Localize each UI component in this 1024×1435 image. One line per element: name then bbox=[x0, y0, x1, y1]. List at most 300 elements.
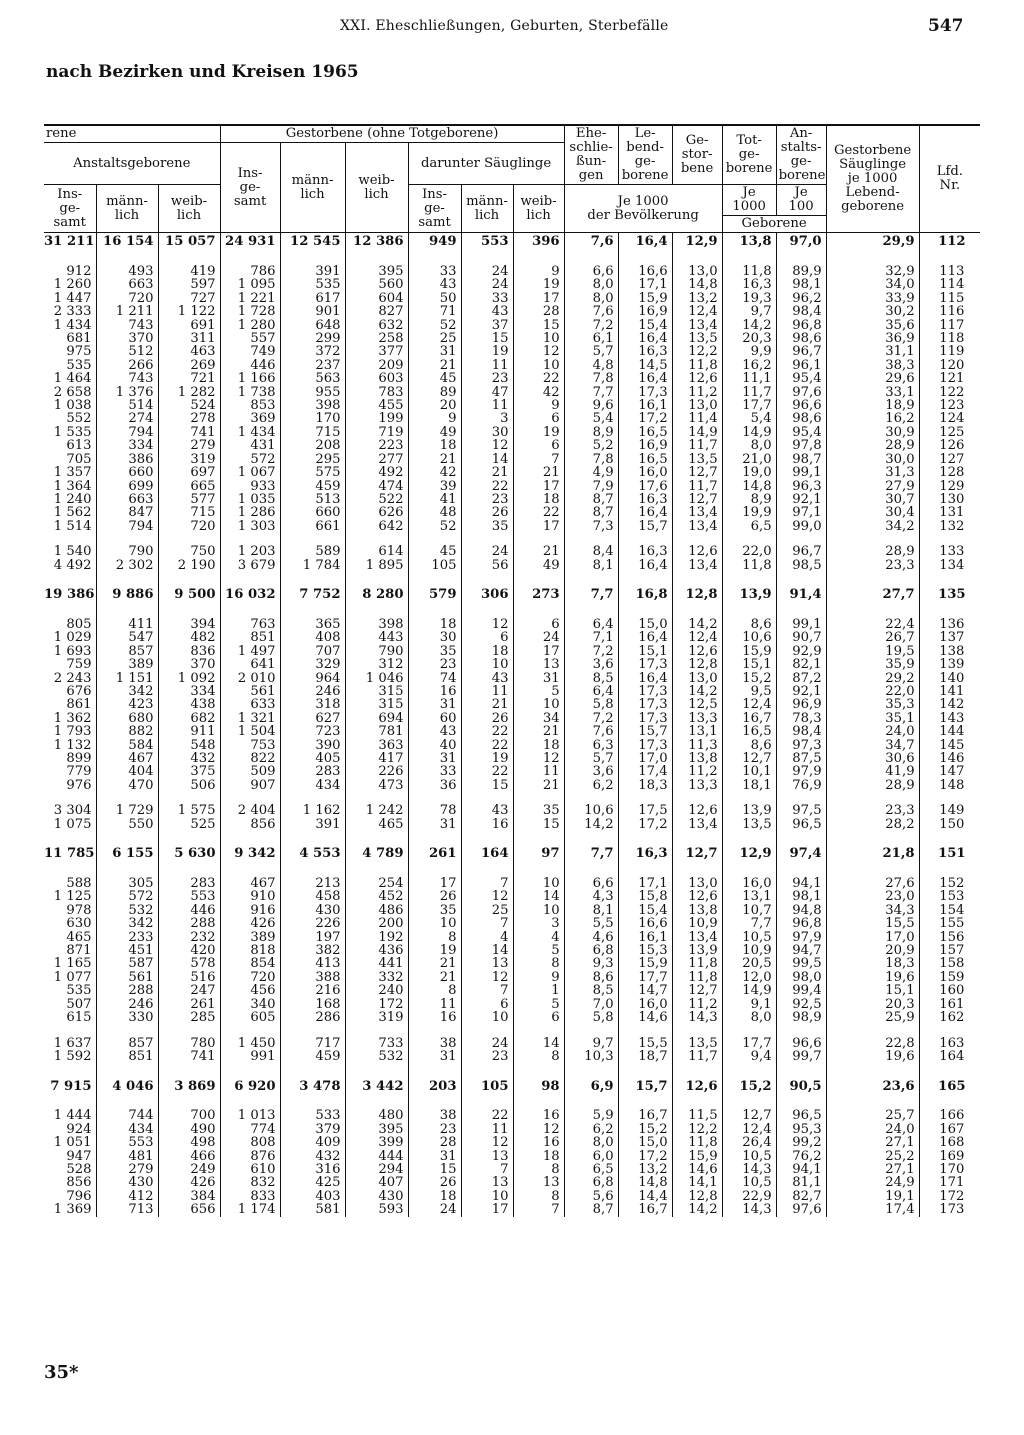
table-cell: 16,1 bbox=[618, 399, 672, 412]
table-cell: 4,8 bbox=[564, 359, 618, 372]
table-cell: 2 302 bbox=[96, 559, 158, 572]
header-je1000-bevoelkerung: Je 1000 der Bevölkerung bbox=[564, 185, 722, 233]
table-cell: 16 bbox=[408, 685, 461, 698]
table-cell: 382 bbox=[280, 944, 345, 957]
table-cell: 60 bbox=[408, 712, 461, 725]
spacer-cell bbox=[408, 1025, 461, 1037]
spacer-cell bbox=[461, 1025, 513, 1037]
spacer-cell bbox=[618, 604, 672, 618]
table-cell: 882 bbox=[96, 725, 158, 738]
table-cell: 19,3 bbox=[722, 292, 776, 305]
row-number-cell: 137 bbox=[919, 631, 980, 644]
table-cell: 1 013 bbox=[220, 1109, 280, 1122]
table-cell: 11,7 bbox=[722, 386, 776, 399]
table-cell: 404 bbox=[96, 765, 158, 778]
table-cell: 458 bbox=[280, 890, 345, 903]
table-cell: 603 bbox=[345, 372, 408, 385]
table-cell: 910 bbox=[220, 890, 280, 903]
row-number-cell: 154 bbox=[919, 904, 980, 917]
table-cell: 2 243 bbox=[44, 672, 96, 685]
table-cell: 11,2 bbox=[672, 998, 722, 1011]
table-cell: 18 bbox=[513, 1150, 564, 1163]
table-cell: 661 bbox=[280, 520, 345, 533]
spacer-cell bbox=[564, 1063, 618, 1077]
table-cell: 35,1 bbox=[826, 712, 919, 725]
table-cell: 8,0 bbox=[564, 278, 618, 291]
table-cell: 36 bbox=[408, 779, 461, 792]
table-cell: 17,3 bbox=[618, 712, 672, 725]
table-cell: 19 bbox=[513, 278, 564, 291]
table-cell: 438 bbox=[158, 698, 220, 711]
spacer-cell bbox=[44, 1095, 96, 1109]
spacer-cell bbox=[776, 1095, 826, 1109]
table-cell: 589 bbox=[280, 545, 345, 558]
table-cell: 15,9 bbox=[722, 645, 776, 658]
header-gest-maennlich: männ- lich bbox=[280, 143, 345, 233]
table-cell: 1 125 bbox=[44, 890, 96, 903]
table-row bbox=[44, 480, 980, 493]
table-cell: 7,6 bbox=[564, 233, 618, 252]
table-cell: 96,6 bbox=[776, 1037, 826, 1050]
table-cell: 1 282 bbox=[158, 386, 220, 399]
table-cell: 14,9 bbox=[672, 426, 722, 439]
spacer-cell bbox=[408, 831, 461, 845]
table-cell: 369 bbox=[220, 412, 280, 425]
table-cell: 49 bbox=[513, 559, 564, 572]
table-cell: 642 bbox=[345, 520, 408, 533]
table-cell: 98,0 bbox=[776, 971, 826, 984]
table-cell: 4 bbox=[461, 931, 513, 944]
table-cell: 15,2 bbox=[722, 1077, 776, 1095]
table-row bbox=[44, 998, 980, 1011]
table-cell: 10,5 bbox=[722, 931, 776, 944]
table-cell: 26 bbox=[408, 890, 461, 903]
table-row bbox=[44, 332, 980, 345]
header-gestorbene-saeuglinge: Gestorbene Säuglinge je 1000 Lebend- geborene bbox=[826, 125, 919, 233]
table-cell: 12,8 bbox=[672, 1190, 722, 1203]
table-cell: 97,5 bbox=[776, 804, 826, 817]
table-cell: 28 bbox=[408, 1136, 461, 1149]
table-cell: 705 bbox=[44, 453, 96, 466]
table-cell: 779 bbox=[44, 765, 96, 778]
table-cell: 947 bbox=[44, 1150, 96, 1163]
spacer-row bbox=[44, 604, 980, 618]
table-cell: 513 bbox=[280, 493, 345, 506]
table-cell: 203 bbox=[408, 1077, 461, 1095]
table-cell: 12,7 bbox=[722, 752, 776, 765]
row-number-cell: 150 bbox=[919, 818, 980, 831]
table-cell: 274 bbox=[96, 412, 158, 425]
table-row bbox=[44, 931, 980, 944]
table-cell: 18 bbox=[461, 645, 513, 658]
table-cell: 976 bbox=[44, 779, 96, 792]
table-cell: 16,3 bbox=[618, 345, 672, 358]
spacer-row bbox=[44, 831, 980, 845]
table-cell: 10,6 bbox=[722, 631, 776, 644]
spacer-cell bbox=[345, 1025, 408, 1037]
table-cell: 713 bbox=[96, 1203, 158, 1216]
table-cell: 7 bbox=[513, 1203, 564, 1216]
table-cell: 15,5 bbox=[618, 1037, 672, 1050]
table-cell: 7,8 bbox=[564, 372, 618, 385]
spacer-cell bbox=[513, 1063, 564, 1077]
table-cell: 1 447 bbox=[44, 292, 96, 305]
table-cell: 52 bbox=[408, 520, 461, 533]
table-row bbox=[44, 1150, 980, 1163]
table-cell: 22,8 bbox=[826, 1037, 919, 1050]
table-cell: 164 bbox=[461, 845, 513, 863]
table-cell: 13,4 bbox=[672, 559, 722, 572]
table-cell: 377 bbox=[345, 345, 408, 358]
table-cell: 391 bbox=[280, 265, 345, 278]
table-cell: 21,8 bbox=[826, 845, 919, 863]
header-saeug-weiblich: weib- lich bbox=[513, 185, 564, 233]
table-cell: 82,1 bbox=[776, 658, 826, 671]
spacer-cell bbox=[919, 1025, 980, 1037]
table-cell: 27,6 bbox=[826, 877, 919, 890]
running-head: XXI. Eheschließungen, Geburten, Sterbefälle bbox=[340, 18, 669, 34]
spacer-cell bbox=[44, 863, 96, 877]
table-cell: 1 637 bbox=[44, 1037, 96, 1050]
table-cell: 833 bbox=[220, 1190, 280, 1203]
header-darunter-saeuglinge: darunter Säuglinge bbox=[408, 143, 564, 185]
table-cell: 7,6 bbox=[564, 305, 618, 318]
table-cell: 1 260 bbox=[44, 278, 96, 291]
table-row bbox=[44, 645, 980, 658]
table-cell: 774 bbox=[220, 1123, 280, 1136]
table-cell: 861 bbox=[44, 698, 96, 711]
table-cell: 35,6 bbox=[826, 319, 919, 332]
table-cell: 9 500 bbox=[158, 586, 220, 604]
table-cell: 12,6 bbox=[672, 804, 722, 817]
spacer-cell bbox=[280, 863, 345, 877]
table-cell: 5,5 bbox=[564, 917, 618, 930]
table-cell: 6,2 bbox=[564, 1123, 618, 1136]
table-cell: 805 bbox=[44, 618, 96, 631]
spacer-cell bbox=[672, 572, 722, 586]
table-cell: 342 bbox=[96, 917, 158, 930]
table-row bbox=[44, 672, 980, 685]
table-cell: 1 693 bbox=[44, 645, 96, 658]
table-cell: 94,1 bbox=[776, 877, 826, 890]
table-cell: 232 bbox=[158, 931, 220, 944]
table-cell: 6 bbox=[513, 618, 564, 631]
table-cell: 434 bbox=[96, 1123, 158, 1136]
spacer-cell bbox=[513, 863, 564, 877]
table-cell: 14,8 bbox=[618, 1176, 672, 1189]
table-cell: 226 bbox=[280, 917, 345, 930]
row-number-cell: 113 bbox=[919, 265, 980, 278]
spacer-cell bbox=[776, 572, 826, 586]
table-cell: 17,4 bbox=[618, 765, 672, 778]
table-cell: 13 bbox=[513, 658, 564, 671]
table-cell: 7,6 bbox=[564, 725, 618, 738]
table-cell: 223 bbox=[345, 439, 408, 452]
summary-row bbox=[44, 233, 980, 252]
table-cell: 31,1 bbox=[826, 345, 919, 358]
table-cell: 19,1 bbox=[826, 1190, 919, 1203]
table-cell: 446 bbox=[220, 359, 280, 372]
table-row bbox=[44, 804, 980, 817]
table-cell: 16,7 bbox=[618, 1203, 672, 1216]
table-cell: 12,6 bbox=[672, 545, 722, 558]
table-cell: 7 bbox=[461, 917, 513, 930]
row-number-cell: 141 bbox=[919, 685, 980, 698]
table-cell: 459 bbox=[280, 1050, 345, 1063]
table-cell: 5,2 bbox=[564, 439, 618, 452]
table-cell: 21,0 bbox=[722, 453, 776, 466]
table-cell: 254 bbox=[345, 877, 408, 890]
table-cell: 871 bbox=[44, 944, 96, 957]
spacer-cell bbox=[345, 604, 408, 618]
table-cell: 550 bbox=[96, 818, 158, 831]
table-cell: 31 bbox=[408, 1150, 461, 1163]
table-cell: 96,7 bbox=[776, 345, 826, 358]
table-cell: 408 bbox=[280, 631, 345, 644]
spacer-cell bbox=[672, 1025, 722, 1037]
table-cell: 11 bbox=[461, 1123, 513, 1136]
table-cell: 7 bbox=[513, 453, 564, 466]
table-cell: 528 bbox=[44, 1163, 96, 1176]
table-cell: 459 bbox=[280, 480, 345, 493]
table-cell: 13,4 bbox=[672, 520, 722, 533]
table-cell: 11,8 bbox=[722, 265, 776, 278]
table-cell: 45 bbox=[408, 372, 461, 385]
table-row bbox=[44, 752, 980, 765]
table-row bbox=[44, 265, 980, 278]
spacer-cell bbox=[96, 863, 158, 877]
table-cell: 522 bbox=[345, 493, 408, 506]
table-cell: 16,4 bbox=[618, 506, 672, 519]
table-cell: 43 bbox=[408, 725, 461, 738]
spacer-cell bbox=[618, 251, 672, 265]
table-cell: 978 bbox=[44, 904, 96, 917]
spacer-cell bbox=[461, 1095, 513, 1109]
table-cell: 97,8 bbox=[776, 439, 826, 452]
table-row bbox=[44, 506, 980, 519]
table-cell: 23,3 bbox=[826, 804, 919, 817]
table-cell: 17,2 bbox=[618, 818, 672, 831]
table-cell: 23 bbox=[461, 372, 513, 385]
table-cell: 1 075 bbox=[44, 818, 96, 831]
table-cell: 208 bbox=[280, 439, 345, 452]
row-number-cell: 125 bbox=[919, 426, 980, 439]
table-cell: 707 bbox=[280, 645, 345, 658]
table-cell: 514 bbox=[96, 399, 158, 412]
table-row bbox=[44, 658, 980, 671]
table-cell: 16 bbox=[513, 1109, 564, 1122]
table-cell: 96,9 bbox=[776, 698, 826, 711]
spacer-cell bbox=[96, 831, 158, 845]
table-cell: 43 bbox=[408, 278, 461, 291]
row-number-cell: 138 bbox=[919, 645, 980, 658]
spacer-cell bbox=[722, 831, 776, 845]
table-cell: 3 bbox=[513, 917, 564, 930]
table-cell: 8 bbox=[513, 957, 564, 970]
table-cell: 13 bbox=[513, 1176, 564, 1189]
table-cell: 5 bbox=[513, 944, 564, 957]
table-cell: 22 bbox=[461, 1109, 513, 1122]
table-cell: 295 bbox=[280, 453, 345, 466]
table-cell: 4 046 bbox=[96, 1077, 158, 1095]
table-cell: 17,6 bbox=[618, 480, 672, 493]
header-geborene-base: Geborene bbox=[722, 216, 826, 233]
table-cell: 318 bbox=[280, 698, 345, 711]
table-cell: 663 bbox=[96, 493, 158, 506]
table-cell: 16,7 bbox=[722, 712, 776, 725]
row-number-cell: 117 bbox=[919, 319, 980, 332]
table-cell: 781 bbox=[345, 725, 408, 738]
table-cell: 1 540 bbox=[44, 545, 96, 558]
table-cell: 610 bbox=[220, 1163, 280, 1176]
table-cell: 6,4 bbox=[564, 618, 618, 631]
table-cell: 15,9 bbox=[618, 957, 672, 970]
table-cell: 237 bbox=[280, 359, 345, 372]
table-cell: 22 bbox=[513, 506, 564, 519]
table-cell: 432 bbox=[158, 752, 220, 765]
table-cell: 16,4 bbox=[618, 372, 672, 385]
table-cell: 12 545 bbox=[280, 233, 345, 252]
table-subtitle: nach Bezirken und Kreisen 1965 bbox=[46, 62, 359, 82]
table-cell: 233 bbox=[96, 931, 158, 944]
spacer-cell bbox=[96, 604, 158, 618]
table-cell: 33,1 bbox=[826, 386, 919, 399]
table-cell: 575 bbox=[280, 466, 345, 479]
spacer-cell bbox=[461, 831, 513, 845]
table-cell: 18 bbox=[408, 618, 461, 631]
table-cell: 796 bbox=[44, 1190, 96, 1203]
table-cell: 1 240 bbox=[44, 493, 96, 506]
table-row bbox=[44, 698, 980, 711]
table-cell: 10,7 bbox=[722, 904, 776, 917]
table-cell: 17,5 bbox=[618, 804, 672, 817]
table-cell: 32,9 bbox=[826, 265, 919, 278]
spacer-cell bbox=[345, 863, 408, 877]
table-cell: 47 bbox=[461, 386, 513, 399]
table-cell: 246 bbox=[280, 685, 345, 698]
spacer-cell bbox=[158, 572, 220, 586]
table-cell: 98,1 bbox=[776, 278, 826, 291]
table-cell: 8,0 bbox=[564, 1136, 618, 1149]
table-row bbox=[44, 739, 980, 752]
table-cell: 99,2 bbox=[776, 1136, 826, 1149]
table-cell: 12,6 bbox=[672, 372, 722, 385]
table-row bbox=[44, 319, 980, 332]
table-row bbox=[44, 372, 980, 385]
table-cell: 19 bbox=[513, 426, 564, 439]
table-cell: 389 bbox=[96, 658, 158, 671]
table-cell: 12,4 bbox=[722, 698, 776, 711]
table-cell: 45 bbox=[408, 545, 461, 558]
table-cell: 17,4 bbox=[826, 1203, 919, 1216]
header-anstaltsgeborene: Anstaltsgeborene bbox=[44, 143, 220, 185]
table-cell: 97,3 bbox=[776, 739, 826, 752]
table-cell: 31 bbox=[408, 345, 461, 358]
table-cell: 9 bbox=[513, 265, 564, 278]
table-row bbox=[44, 1123, 980, 1136]
table-cell: 451 bbox=[96, 944, 158, 957]
table-cell: 319 bbox=[158, 453, 220, 466]
spacer-cell bbox=[158, 831, 220, 845]
table-cell: 18,3 bbox=[618, 779, 672, 792]
table-cell: 4 553 bbox=[280, 845, 345, 863]
table-cell: 11 bbox=[461, 685, 513, 698]
table-cell: 512 bbox=[96, 345, 158, 358]
table-cell: 16 bbox=[513, 1136, 564, 1149]
spacer-cell bbox=[618, 831, 672, 845]
table-cell: 33 bbox=[408, 765, 461, 778]
footer-sheet-mark: 35* bbox=[44, 1362, 79, 1383]
spacer-cell bbox=[408, 251, 461, 265]
table-cell: 694 bbox=[345, 712, 408, 725]
table-cell: 12,9 bbox=[722, 845, 776, 863]
table-cell: 4,9 bbox=[564, 466, 618, 479]
table-cell: 266 bbox=[96, 359, 158, 372]
table-cell: 597 bbox=[158, 278, 220, 291]
table-cell: 12 bbox=[513, 752, 564, 765]
table-cell: 1 038 bbox=[44, 399, 96, 412]
table-cell: 11,8 bbox=[672, 957, 722, 970]
table-cell: 5,8 bbox=[564, 698, 618, 711]
table-cell: 13,5 bbox=[672, 332, 722, 345]
table-cell: 330 bbox=[96, 1011, 158, 1024]
table-cell: 470 bbox=[96, 779, 158, 792]
table-cell: 34 bbox=[513, 712, 564, 725]
table-row bbox=[44, 493, 980, 506]
table-cell: 3 304 bbox=[44, 804, 96, 817]
spacer-row bbox=[44, 1063, 980, 1077]
table-cell: 96,8 bbox=[776, 319, 826, 332]
table-cell: 482 bbox=[158, 631, 220, 644]
table-cell: 97,1 bbox=[776, 506, 826, 519]
table-cell: 10 bbox=[513, 877, 564, 890]
table-cell: 35 bbox=[461, 520, 513, 533]
table-cell: 14,8 bbox=[722, 480, 776, 493]
table-cell: 22 bbox=[461, 480, 513, 493]
table-cell: 18 bbox=[513, 739, 564, 752]
table-cell: 12,7 bbox=[672, 984, 722, 997]
table-cell: 13 bbox=[461, 1176, 513, 1189]
table-cell: 9 bbox=[513, 971, 564, 984]
header-anst-weiblich: weib- lich bbox=[158, 185, 220, 233]
table-cell: 96,8 bbox=[776, 917, 826, 930]
table-cell: 89,9 bbox=[776, 265, 826, 278]
page-number: 547 bbox=[928, 16, 964, 36]
table-cell: 395 bbox=[345, 265, 408, 278]
spacer-cell bbox=[513, 572, 564, 586]
table-cell: 1 166 bbox=[220, 372, 280, 385]
table-cell: 8,0 bbox=[564, 292, 618, 305]
table-cell: 626 bbox=[345, 506, 408, 519]
table-cell: 432 bbox=[280, 1150, 345, 1163]
row-number-cell: 127 bbox=[919, 453, 980, 466]
table-cell: 20,3 bbox=[826, 998, 919, 1011]
table-cell: 22 bbox=[513, 372, 564, 385]
table-cell: 443 bbox=[345, 631, 408, 644]
table-cell: 11 bbox=[461, 359, 513, 372]
table-cell: 299 bbox=[280, 332, 345, 345]
table-cell: 398 bbox=[345, 618, 408, 631]
table-cell: 22 bbox=[461, 739, 513, 752]
table-cell: 633 bbox=[220, 698, 280, 711]
spacer-cell bbox=[776, 863, 826, 877]
spacer-row bbox=[44, 863, 980, 877]
table-cell: 8,1 bbox=[564, 904, 618, 917]
spacer-cell bbox=[672, 1095, 722, 1109]
table-cell: 8,7 bbox=[564, 1203, 618, 1216]
row-number-cell: 153 bbox=[919, 890, 980, 903]
row-number-cell: 162 bbox=[919, 1011, 980, 1024]
